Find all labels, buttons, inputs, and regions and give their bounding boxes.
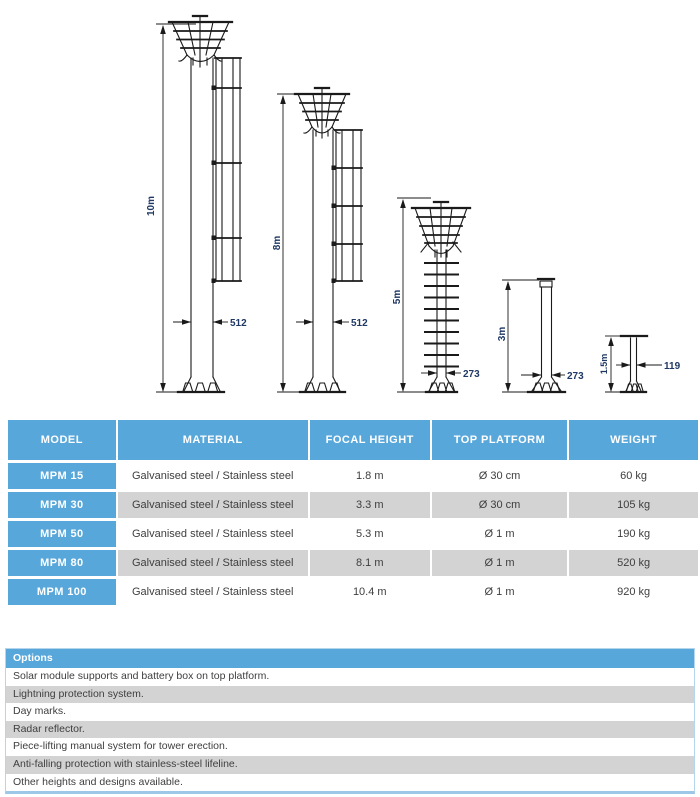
option-row: Piece-lifting manual system for tower erection. bbox=[6, 738, 694, 756]
header-material: MATERIAL bbox=[118, 420, 308, 460]
top-platform-cell: Ø 30 cm bbox=[432, 492, 567, 518]
width-label-273-left: 273 bbox=[463, 369, 480, 380]
model-cell: MPM 30 bbox=[8, 492, 116, 518]
tower-5m-drawing bbox=[392, 198, 480, 392]
weight-cell: 190 kg bbox=[569, 521, 698, 547]
height-label-5m: 5m bbox=[392, 289, 403, 305]
option-row: Anti-falling protection with stainless-steel lifeline. bbox=[6, 756, 694, 774]
table-row-mpm80 bbox=[8, 550, 698, 576]
tower-3m-drawing bbox=[497, 279, 584, 392]
material-cell: Galvanised steel / Stainless steel bbox=[118, 579, 308, 605]
focal-height-cell: 1.8 m bbox=[310, 463, 430, 489]
option-row: Other heights and designs available. bbox=[6, 774, 694, 792]
option-row: Radar reflector. bbox=[6, 721, 694, 739]
focal-height-cell: 3.3 m bbox=[310, 492, 430, 518]
focal-height-cell: 5.3 m bbox=[310, 521, 430, 547]
height-label-10m: 10m bbox=[146, 195, 157, 217]
width-label-512-right: 512 bbox=[351, 318, 368, 329]
material-cell: Galvanised steel / Stainless steel bbox=[118, 521, 308, 547]
header-top-platform: TOP PLATFORM bbox=[432, 420, 567, 460]
material-cell: Galvanised steel / Stainless steel bbox=[118, 463, 308, 489]
weight-cell: 920 kg bbox=[569, 579, 698, 605]
header-model: MODEL bbox=[8, 420, 116, 460]
top-platform-cell: Ø 1 m bbox=[432, 550, 567, 576]
option-row: Lightning protection system. bbox=[6, 686, 694, 704]
focal-height-cell: 8.1 m bbox=[310, 550, 430, 576]
weight-cell: 105 kg bbox=[569, 492, 698, 518]
table-row-mpm50 bbox=[8, 521, 698, 547]
focal-height-cell: 10.4 m bbox=[310, 579, 430, 605]
material-cell: Galvanised steel / Stainless steel bbox=[118, 492, 308, 518]
tower-10m-drawing bbox=[146, 16, 247, 392]
table-row-mpm100 bbox=[8, 579, 698, 605]
height-label-3m: 3m bbox=[497, 326, 508, 342]
model-cell: MPM 15 bbox=[8, 463, 116, 489]
header-weight: WEIGHT bbox=[569, 420, 698, 460]
option-row: Day marks. bbox=[6, 703, 694, 721]
weight-cell: 520 kg bbox=[569, 550, 698, 576]
tower-8m-drawing bbox=[272, 88, 368, 392]
model-cell: MPM 80 bbox=[8, 550, 116, 576]
options-header: Options bbox=[6, 649, 694, 668]
table-row-mpm30 bbox=[8, 492, 698, 518]
height-label-1-5m: 1.5m bbox=[599, 353, 609, 375]
top-platform-cell: Ø 1 m bbox=[432, 521, 567, 547]
top-platform-cell: Ø 1 m bbox=[432, 579, 567, 605]
options-panel bbox=[5, 648, 695, 794]
option-row: Solar module supports and battery box on top platform. bbox=[6, 668, 694, 686]
top-platform-cell: Ø 30 cm bbox=[432, 463, 567, 489]
spec-table bbox=[6, 417, 700, 608]
table-header-row bbox=[8, 420, 698, 460]
model-cell: MPM 100 bbox=[8, 579, 116, 605]
table-row-mpm15 bbox=[8, 463, 698, 489]
height-label-8m: 8m bbox=[272, 235, 283, 251]
model-cell: MPM 50 bbox=[8, 521, 116, 547]
width-label-119: 119 bbox=[664, 361, 681, 372]
weight-cell: 60 kg bbox=[569, 463, 698, 489]
width-label-512-left: 512 bbox=[230, 318, 247, 329]
material-cell: Galvanised steel / Stainless steel bbox=[118, 550, 308, 576]
header-focal-height: FOCAL HEIGHT bbox=[310, 420, 430, 460]
tower-1-5m-drawing bbox=[599, 336, 681, 392]
width-label-273-right: 273 bbox=[567, 371, 584, 382]
